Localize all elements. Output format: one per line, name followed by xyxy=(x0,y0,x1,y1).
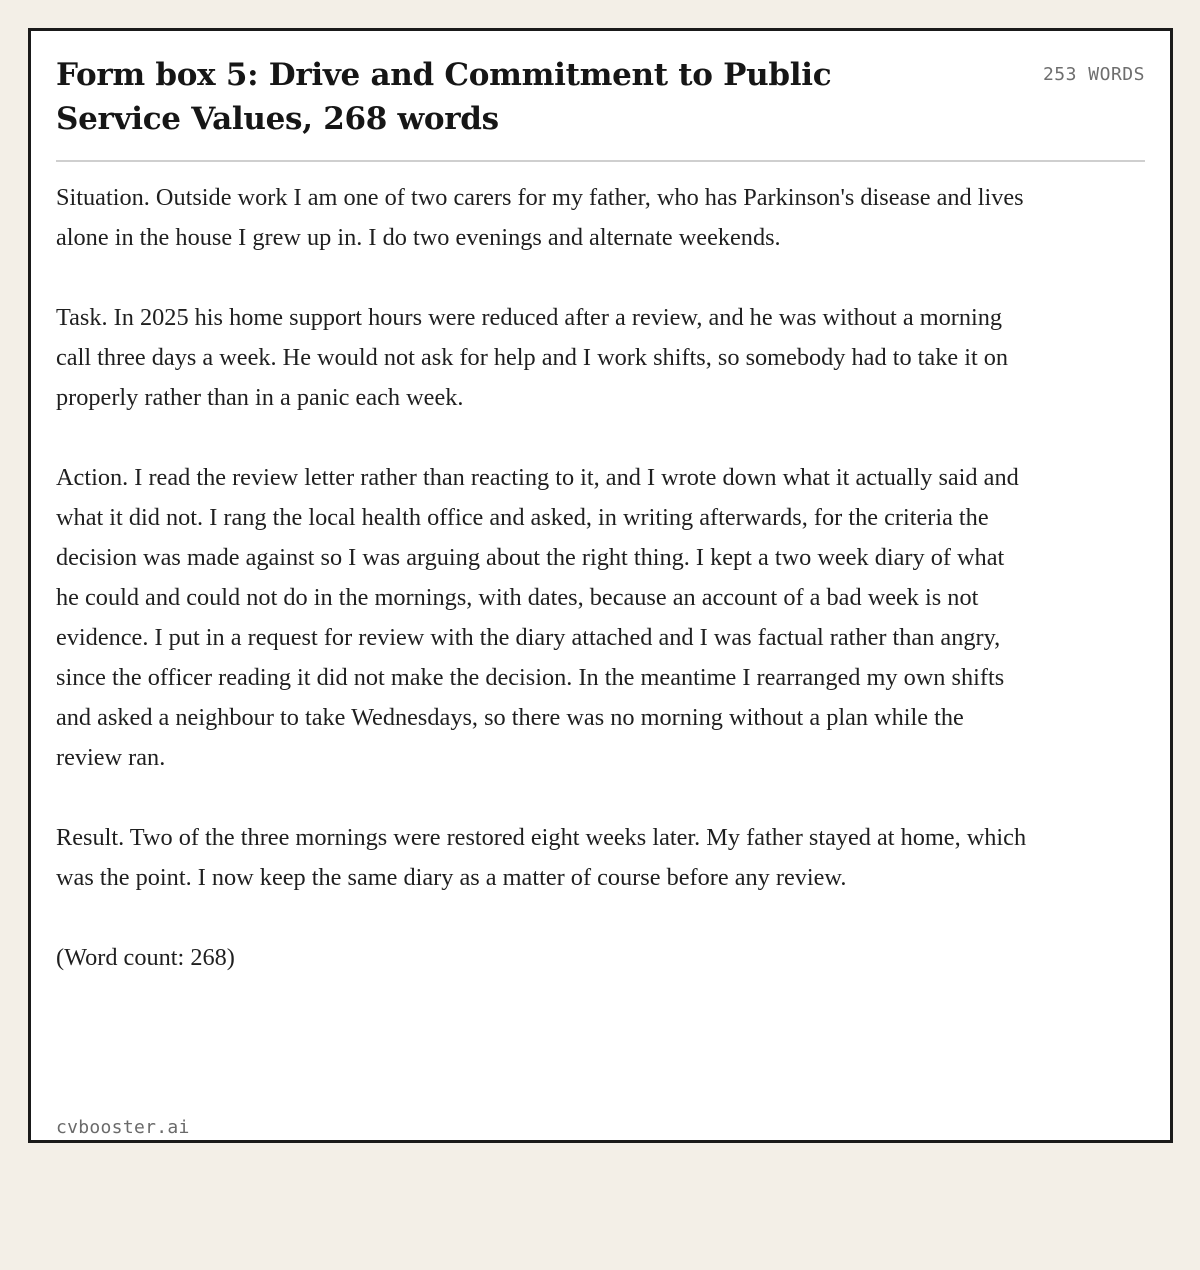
word-count-line: (Word count: 268) xyxy=(56,944,235,971)
word-count-badge: 253 WORDS xyxy=(1042,64,1145,85)
paragraph-result: Result. Two of the three mornings were restored eight weeks later. My father stayed at home, which was the point. I now keep the same diary as a matter of course before any review. xyxy=(56,824,1027,891)
page-title: Form box 5: Drive and Commitment to Public Service Values, 268 words xyxy=(56,57,832,137)
answer-card xyxy=(28,28,1173,1143)
paragraph-task: Task. In 2025 his home support hours were reduced after a review, and he was without a morning call three days a week. He would not ask for help and I work shifts, so somebody had to take it on properly rather than in a panic each week. xyxy=(56,304,1009,411)
footer-brand: cvbooster.ai xyxy=(56,1117,190,1138)
answer-body xyxy=(56,178,1031,978)
header-divider xyxy=(56,160,1145,162)
paragraph-situation: Situation. Outside work I am one of two carers for my father, who has Parkinson's disease and lives alone in the house I grew up in. I do two evenings and alternate weekends. xyxy=(56,184,1024,251)
card-header xyxy=(56,53,1145,141)
paragraph-action: Action. I read the review letter rather than reacting to it, and I wrote down what it actually said and what it did not. I rang the local health office and asked, in writing afterwards, for the criteria the decision was made against so I was arguing about the right thing. I kept a two week diary of what he could and could not do in the mornings, with dates, because an account of a bad week is not evidence. I put in a request for review with the diary attached and I was factual rather than angry, since the officer reading it did not make the decision. In the meantime I rearranged my own shifts and asked a neighbour to take Wednesdays, so there was no morning without a plan while the review ran. xyxy=(56,464,1019,771)
